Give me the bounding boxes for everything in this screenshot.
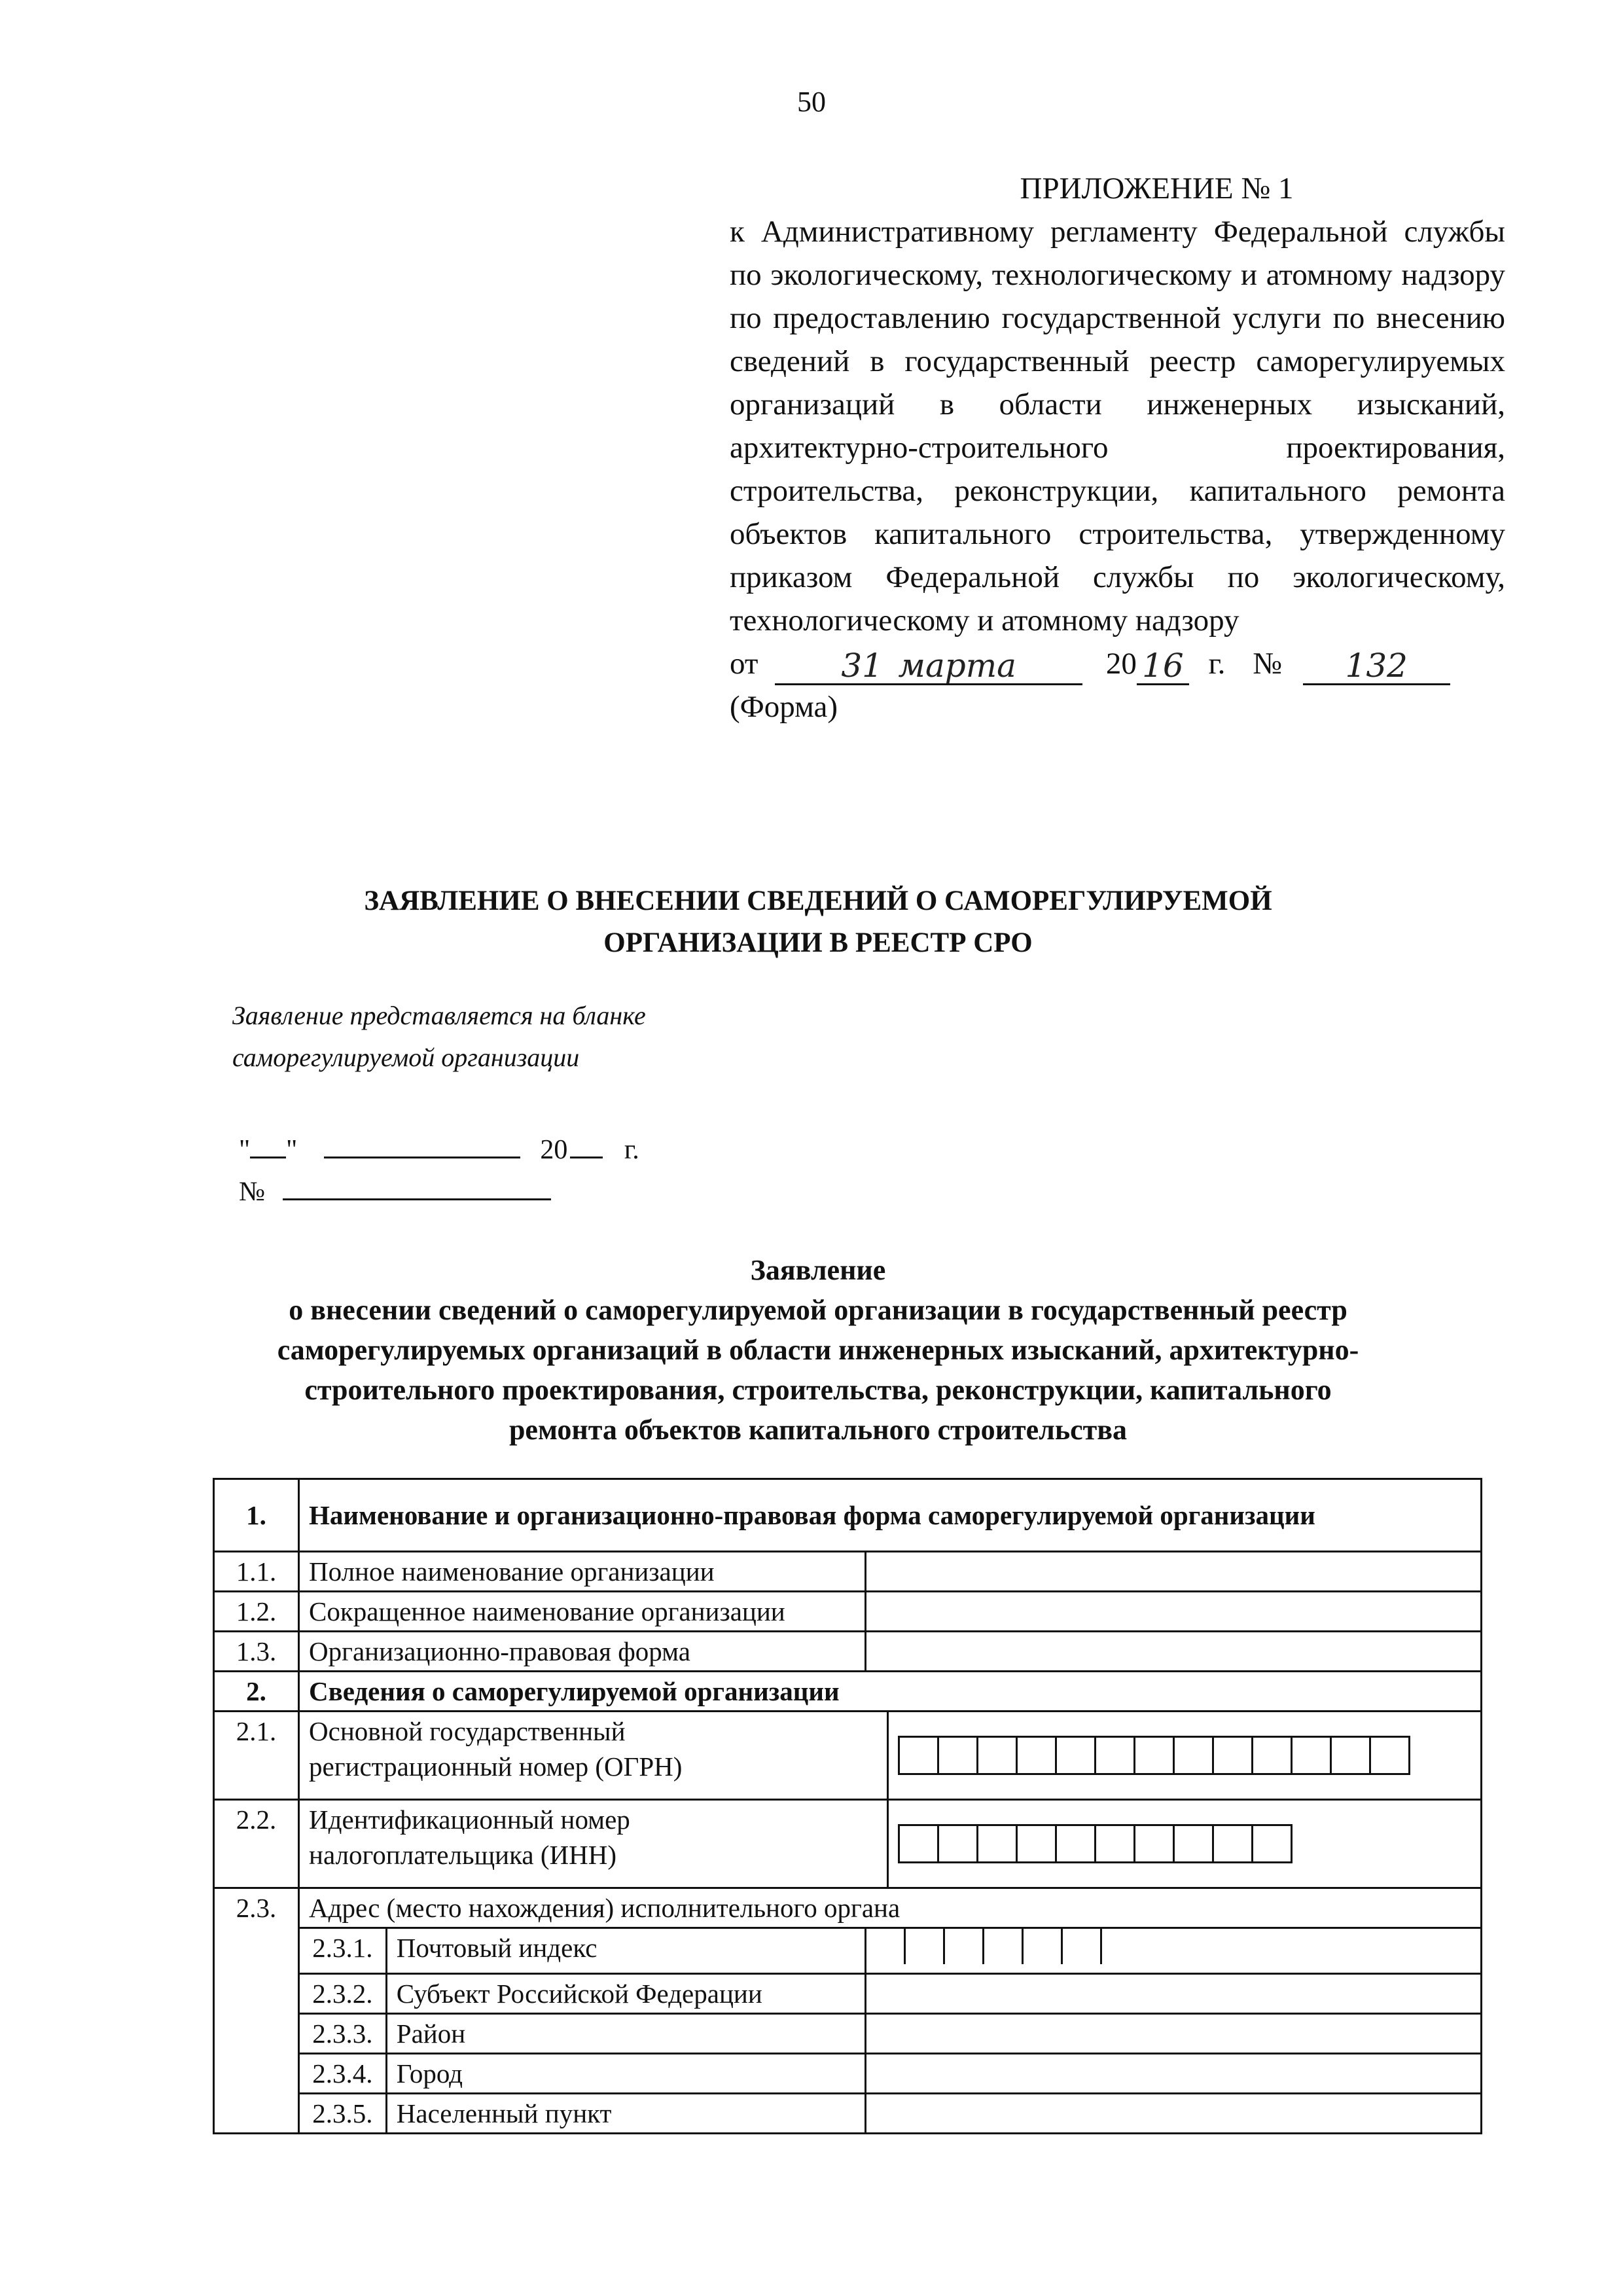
row-number: 2.3. (214, 1888, 299, 2134)
blank-note (232, 995, 646, 1079)
city-field[interactable] (866, 2054, 1482, 2094)
statement-line3: строительного проектирования, строительства, реконструкции, капитального (304, 1374, 1332, 1406)
form-label: (Форма) (730, 690, 838, 724)
table-subrow (214, 2054, 1482, 2094)
number-blank (283, 1172, 551, 1200)
inn-field[interactable] (888, 1800, 1482, 1888)
inn-label-line1: Идентификационный номер (309, 1804, 630, 1835)
settlement-field[interactable] (866, 2094, 1482, 2134)
ogrn-label-line2: регистрационный номер (ОГРН) (309, 1751, 683, 1782)
date-prefix: от (730, 647, 758, 681)
table-subrow (214, 2094, 1482, 2134)
region-field[interactable] (866, 1974, 1482, 2014)
table-subrow (214, 1928, 1482, 1974)
statement-line2: саморегулируемых организаций в области инженерных изысканий, архитектурно- (277, 1334, 1359, 1366)
quote-close: " (286, 1135, 298, 1165)
table-row (214, 1632, 1482, 1672)
subrow-number: 2.3.1. (299, 1928, 387, 1974)
table-section-row (214, 1672, 1482, 1712)
row-number: 2.1. (214, 1712, 299, 1800)
year-suffix: 16 (1142, 647, 1184, 685)
row-label: Адрес (место нахождения) исполнительного органа (299, 1888, 1482, 1928)
table-row (214, 1800, 1482, 1888)
blank-year-g: г. (624, 1135, 639, 1165)
subrow-label: Город (386, 2054, 865, 2094)
main-heading-line1: ЗАЯВЛЕНИЕ О ВНЕСЕНИИ СВЕДЕНИЙ О САМОРЕГУЛИРУЕМОЙ (364, 886, 1272, 916)
statement-line4: ремонта объектов капитального строительства (508, 1414, 1128, 1446)
application-form-table (213, 1478, 1482, 2134)
postal-code-field[interactable] (866, 1928, 1482, 1974)
main-heading-line2: ОРГАНИЗАЦИИ В РЕЕСТР СРО (603, 927, 1033, 958)
ogrn-field[interactable] (888, 1712, 1482, 1800)
blank-number-label: № (239, 1177, 266, 1207)
subrow-label: Населенный пункт (386, 2094, 865, 2134)
date-day: 31 (841, 647, 883, 685)
subrow-label: Район (386, 2014, 865, 2054)
month-blank (324, 1130, 520, 1158)
district-field[interactable] (866, 2014, 1482, 2054)
appendix-text: к Административному регламенту Федеральной службы по экологическому, технологическому и атомному надзору по предоставлению государственной услуги по внесению сведений в государственный реестр саморегулируемых организаций в области инженерных изысканий, архитектурно-строительного проектирования, строительства, реконструкции, капитального ремонта объектов капитального строительства, утвержденному приказом Федеральной службы по экологическому, технологическому и атомному надзору (730, 215, 1505, 637)
subrow-label: Субъект Российской Федерации (386, 1974, 865, 2014)
ogrn-digit-boxes[interactable] (898, 1736, 1410, 1775)
inn-digit-boxes[interactable] (898, 1824, 1293, 1863)
year-blank (570, 1130, 603, 1158)
appendix-block (730, 167, 1505, 728)
row-number: 1.3. (214, 1632, 299, 1672)
subrow-number: 2.3.2. (299, 1974, 387, 2014)
postal-code-boxes[interactable] (866, 1929, 1102, 1964)
subrow-label: Почтовый индекс (386, 1928, 865, 1974)
order-number: 132 (1345, 647, 1408, 685)
section-number: 2. (214, 1672, 299, 1712)
short-name-field[interactable] (866, 1592, 1482, 1632)
row-number: 1.2. (214, 1592, 299, 1632)
table-row (214, 1712, 1482, 1800)
legal-form-field[interactable] (866, 1632, 1482, 1672)
table-row (214, 1888, 1482, 1928)
row-number: 2.2. (214, 1800, 299, 1888)
ogrn-label-line1: Основной государственный (309, 1716, 626, 1746)
year-prefix: 20 (1105, 647, 1137, 681)
date-field (775, 647, 1082, 685)
section-title: Наименование и организационно-правовая форма саморегулируемой организации (299, 1479, 1482, 1552)
page-number: 50 (797, 86, 826, 118)
year-g: г. (1208, 647, 1226, 681)
subrow-number: 2.3.3. (299, 2014, 387, 2054)
row-label (299, 1800, 888, 1888)
table-row (214, 1592, 1482, 1632)
table-subrow (214, 2014, 1482, 2054)
appendix-title: ПРИЛОЖЕНИЕ № 1 (1020, 171, 1294, 206)
day-blank (250, 1130, 286, 1158)
blank-date (239, 1129, 639, 1213)
date-month: марта (898, 647, 1016, 685)
blank-year-prefix: 20 (540, 1135, 568, 1165)
number-label: № (1253, 647, 1282, 681)
section-title: Сведения о саморегулируемой организации (299, 1672, 1482, 1712)
row-label: Полное наименование организации (299, 1552, 866, 1592)
table-row (214, 1552, 1482, 1592)
statement-line1: о внесении сведений о саморегулируемой организации в государственный реестр (289, 1294, 1347, 1326)
quote-open: " (239, 1135, 251, 1165)
row-label (299, 1712, 888, 1800)
table-section-row (214, 1479, 1482, 1552)
main-heading (196, 880, 1440, 964)
inn-label-line2: налогоплательщика (ИНН) (309, 1840, 616, 1870)
year-field (1137, 647, 1189, 685)
row-number: 1.1. (214, 1552, 299, 1592)
section-number: 1. (214, 1479, 299, 1552)
number-field (1303, 647, 1450, 685)
subrow-number: 2.3.5. (299, 2094, 387, 2134)
subrow-number: 2.3.4. (299, 2054, 387, 2094)
row-label: Организационно-правовая форма (299, 1632, 866, 1672)
approval-date-line (730, 642, 1505, 685)
statement-title: Заявление (750, 1254, 886, 1286)
full-name-field[interactable] (866, 1552, 1482, 1592)
table-subrow (214, 1974, 1482, 2014)
note-line2: саморегулируемой организации (232, 1043, 580, 1072)
statement-title-block (196, 1250, 1440, 1450)
note-line1: Заявление представляется на бланке (232, 1001, 646, 1030)
row-label: Сокращенное наименование организации (299, 1592, 866, 1632)
